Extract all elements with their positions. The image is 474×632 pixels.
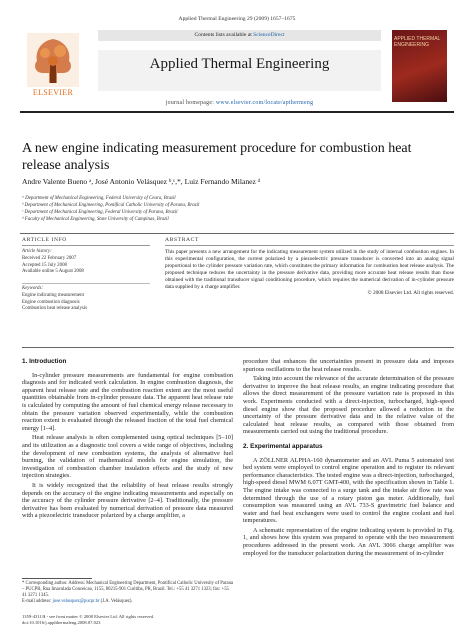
homepage-prefix: journal homepage: (165, 100, 216, 106)
article-history (22, 249, 150, 276)
divider (165, 245, 454, 246)
keywords-heading: Keywords: (22, 286, 44, 291)
header-rule (20, 111, 454, 113)
history-item: Accepted 15 July 2008 (22, 262, 67, 268)
affiliation: ᶜ Department of Mechanical Engineering, Federal University of Parana, Brazil (22, 210, 178, 215)
footnotes (22, 581, 233, 605)
affiliation: ᵈ Faculty of Mechanical Engineering, State University of Campinas, Brazil (22, 217, 169, 222)
elsevier-tree-logo (27, 33, 79, 87)
email-link[interactable]: jose.velasquez@pucpr.br (52, 599, 100, 604)
cover-title: APPLIED THERMAL ENGINEERING (394, 36, 441, 48)
paragraph: It is widely recognized that the reliability of heat release results strongly depends on the accuracy of the engine indicating measurements and especially on the accuracy of the cylinder pressure derivative [2–4]. Traditionally, the pressure derivative has been evaluated by numerical derivation of pressure data measured with a piezoelectric transducer polarized by a charge amplifier, a (22, 481, 233, 520)
homepage-url[interactable]: www.elsevier.com/locate/apthermeng (215, 100, 314, 106)
paragraph: A ZÖLLNER ALPHA-160 dynamometer and an AVL Puma 5 automated test bed system were employed to control engine operation and to register its relevant performance characteristics. The tested engine was a direct-injection, turbocharged, high-speed diesel MWM 6.07T GMT-400, with the specification shown in Table 1. The engine intake was connected to a surge tank and the intake air flow rate was determined through the use of a rotary piston gas meter. Additionally, fuel consumption was measured using an AVL 733-S gravimetric fuel balance and water and fuel heat exchangers were used to control the engine coolant and fuel temperatures. (243, 456, 454, 525)
history-item: Available online 5 August 2008 (22, 269, 84, 275)
contents-bar (98, 30, 381, 41)
paragraph: Heat release analysis is often complemented using optical techniques [5–10] and its utilization as a diagnostic tool covers a wide range of objectives, including the development of new combustion systems, the analysis of alternative fuel burning, the validation of mathematical models for engine simulation, the investigation of combustion chamber insulation effects and the study of new injection strategies. (22, 434, 233, 480)
affiliations (22, 195, 422, 223)
section-heading: 2. Experimental apparatus (243, 442, 323, 450)
abstract-text: This paper presents a new arrangement for the indicating measurement system utilized in the study of internal combustion engines. In this experimental configuration, the current polarized by a piezoelectric pressure transducer is converted into an analog signal proportional to the cylinder pressure variation rate, which constitutes the primary information for combustion heat release analysis. The proposed technique reduces the uncertainty in the pressure derivative data, providing more accurate heat release results than those obtained with the traditional transducer signal conditioning procedure, which requires the numerical derivation of in-cylinder pressure data supplied by a charge amplifier. (165, 249, 454, 290)
footnote-rule (22, 578, 92, 579)
divider (22, 347, 454, 348)
paragraph: A schematic representation of the engine indicating system is provided in Fig. 1, and shows how this system was prepared to operate with the two measurement procedures addressed in the present work. An AVL 3066 charge amplifier was employed for the transducer polarization during the measurement of in-cylinder (243, 526, 454, 557)
email-prefix: E-mail address: (22, 599, 53, 604)
abstract (165, 249, 454, 297)
running-head: Applied Thermal Engineering 29 (2009) 1657–1675 (178, 16, 296, 22)
sciencedirect-link[interactable]: ScienceDirect (253, 32, 285, 38)
contents-prefix: Contents lists available at (194, 32, 254, 38)
paragraph: In-cylinder pressure measurements are fundamental for engine combustion diagnosis and for indicated work calculation. In engine combustion diagnosis, the apparent heat release rate and the combustion reaction extent are the most useful quantities obtainable from in-cylinder pressure data. The apparent heat release rate is calculated by computing the amount of fuel chemical energy release necessary to obtain the pressure variation observed experimentally, while the combustion reaction extent is evaluated through the released fraction of the total fuel chemical energy [1–4]. (22, 371, 233, 432)
paragraph: Taking into account the relevance of the accurate determination of the pressure derivative to improve the heat release results, an engine indicating procedure that allows the direct measurement of the pressure variation rate is proposed in this work. Experiments conducted with a direct-injection, turbocharged, high-speed diesel engine show that the proposed procedure allowed a reduction in the uncertainty of the pressure derivative data and in the relative value of the calculated heat release results, as compared with those obtained from measurements carried out using the traditional procedure. (243, 375, 454, 436)
footnote-corresponding: * Corresponding author. Address: Mechanical Engineering Department, Pontifical Catholic University of Parana – PUCPR, Rua Imaculada Conceicao, 1155, 80215-901 Curitiba, PR, Brazil. Tel.: +55 41 3271 1323; fax: +55 41 3271 1345. (22, 581, 234, 598)
issn: 1359-4311/$ - see front matter © 2008 Elsevier Ltd. All rights reserved. (22, 614, 155, 619)
keyword: Combustion heat release analysis (22, 306, 88, 312)
journal-homepage (98, 100, 381, 106)
divider (22, 283, 150, 284)
doi[interactable]: doi:10.1016/j.applthermaleng.2008.07.023 (22, 619, 101, 625)
section-heading: 1. Introduction (22, 358, 67, 365)
history-item: Received 22 February 2007 (22, 255, 77, 261)
authors: Andre Valente Bueno ᵃ, José Antonio Velásquez ᵇ,ᶜ,*, Luiz Fernando Milanez ᵈ (22, 177, 261, 186)
divider (22, 245, 150, 246)
keyword: Engine indicating measurement (22, 292, 84, 298)
history-heading: Article history: (22, 249, 52, 254)
footnote-email-line (22, 599, 233, 605)
publisher-name: ELSEVIER (32, 88, 74, 97)
divider (20, 233, 454, 234)
body-left-column (22, 358, 233, 522)
abstract-copyright: © 2008 Elsevier Ltd. All rights reserved. (367, 290, 454, 297)
body-right-column (243, 358, 454, 559)
keyword: Engine combustion diagnosis (22, 299, 80, 305)
affiliation: ᵃ Department of Mechanical Engineering, Federal University of Ceara, Brazil (22, 196, 176, 201)
paper-title: A new engine indicating measurement procedure for combustion heat release analysis (22, 141, 412, 173)
article-info-heading: ARTICLE INFO (22, 237, 67, 243)
keywords (22, 286, 150, 313)
abstract-heading: ABSTRACT (165, 237, 200, 243)
journal-title: Applied Thermal Engineering (149, 56, 330, 72)
email-suffix: (J.A. Velásquez). (99, 599, 133, 604)
affiliation: ᵇ Department of Mechanical Engineering, Pontifical Catholic University of Parana, Brazil (22, 203, 200, 208)
paragraph: procedure that enhances the uncertainties present in pressure data and imposes spurious oscillations to the heat release results. (243, 358, 454, 373)
article-identifiers (22, 614, 233, 626)
